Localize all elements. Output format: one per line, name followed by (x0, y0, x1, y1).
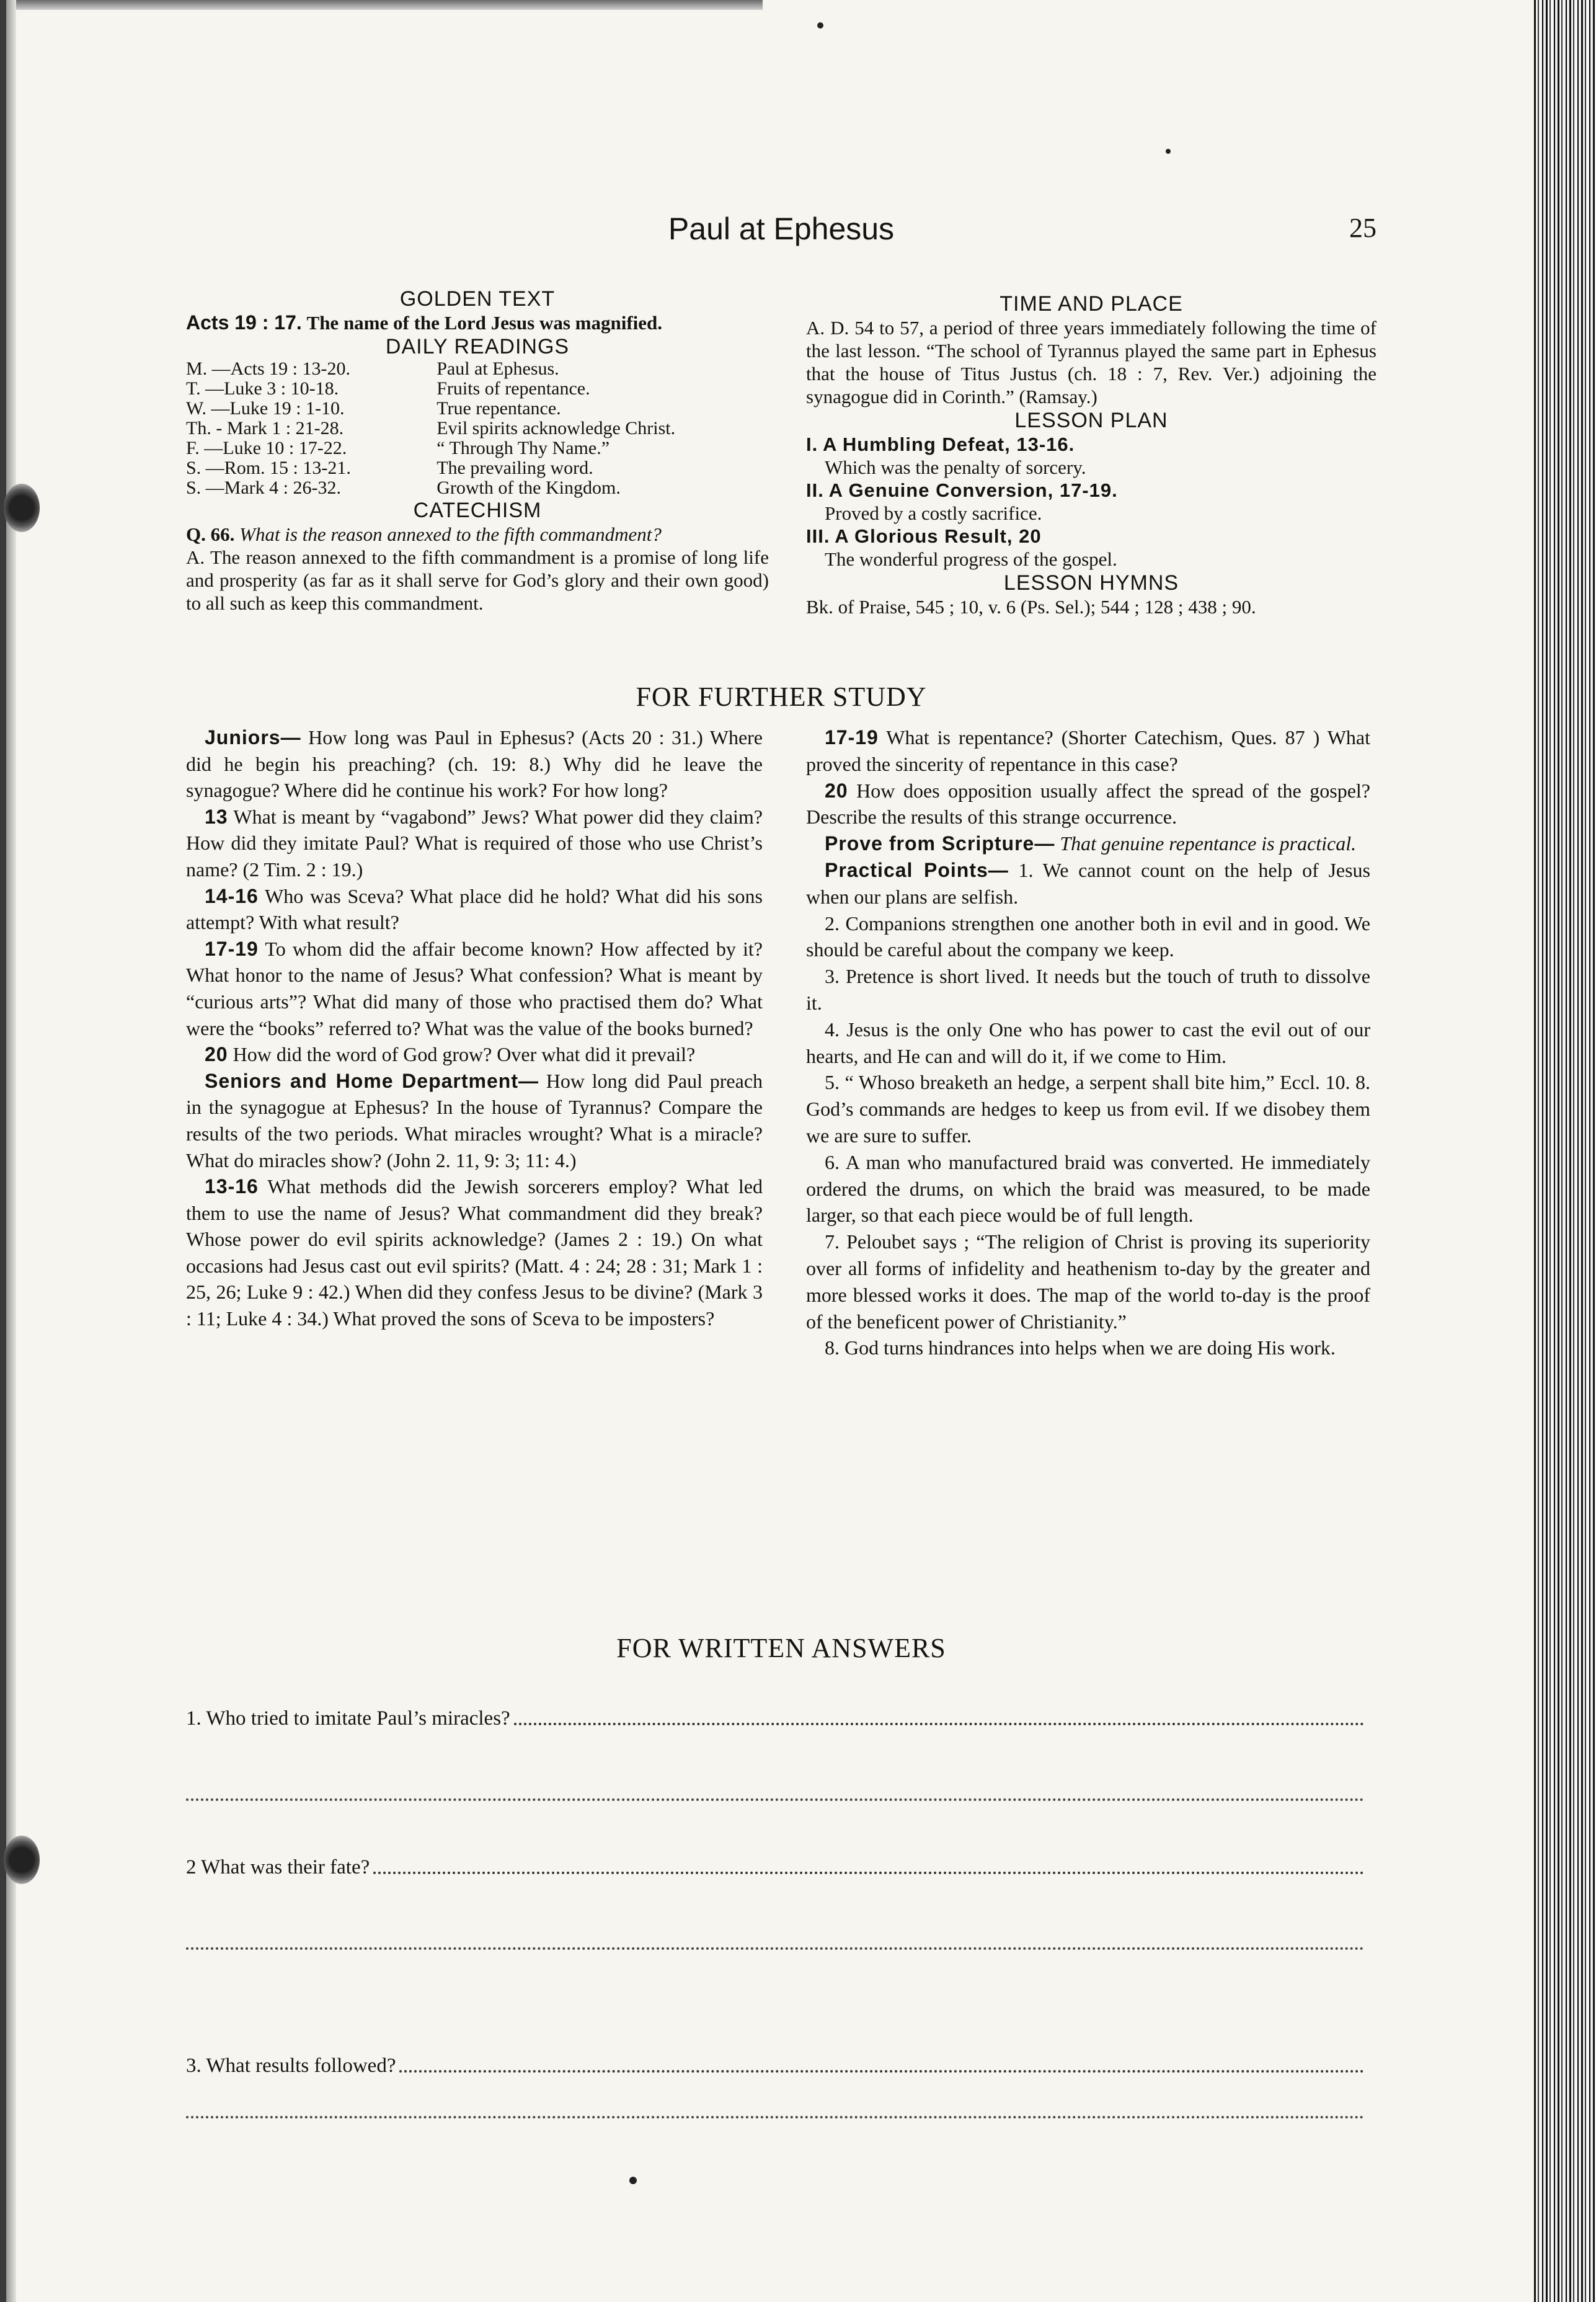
lesson-plan-item (806, 525, 1377, 548)
lesson-info-right-column (806, 291, 1377, 618)
study-paragraph (806, 1149, 1370, 1229)
study-lead: Seniors and Home Department— (205, 1069, 539, 1092)
catechism-q-text: What is the reason annexed to the fifth commandment? (239, 523, 662, 545)
time-place-text: A. D. 54 to 57, a period of three years immediately following the time of the last lesson. “The school of Tyrannus played the same part in Ephesus that the house of Titus Justus (ch. 18 : 7, Rev. Ver.) adjoining the synagogue did in Corinth.” (Ramsay.) (806, 317, 1377, 407)
lesson-plan-item (806, 433, 1377, 456)
plan-num: I. (806, 433, 818, 455)
scan-edge-left-dark (0, 0, 6, 2302)
study-text: How long was Paul in Ephesus? (Acts 20 : 31.) Where did he begin his preaching? (ch. 19: 8.) Why did he leave the synagogue? Where did he continue his work? For how long? (186, 726, 763, 802)
study-lead: 17-19 (825, 726, 879, 749)
plan-sub: The wonderful progress of the gospel. (825, 548, 1117, 570)
study-paragraph (806, 1229, 1370, 1335)
answer-field[interactable] (399, 2070, 1364, 2073)
study-text: How did the word of God grow? Over what did it prevail? (233, 1043, 696, 1066)
reading-row (186, 359, 769, 379)
study-paragraph (186, 804, 763, 883)
reading-row (186, 419, 769, 438)
reading-row (186, 379, 769, 399)
plan-num: III. (806, 525, 830, 547)
study-text: 3. Pretence is short lived. It needs but the touch of truth to dissolve it. (806, 965, 1370, 1014)
running-header (186, 211, 1377, 260)
written-answers-heading: FOR WRITTEN ANSWERS (616, 1633, 946, 1663)
reading-title: The prevailing word. (437, 458, 593, 478)
study-text: 1. We cannot count on the help of Jesus when our plans are selfish. (806, 858, 1371, 908)
study-text: 6. A man who manufactured braid was converted. He immediately ordered the drums, on which the braid was measured, to be made larger, so that each piece would be of full length. (806, 1150, 1370, 1227)
study-lead: 13-16 (205, 1175, 259, 1198)
catechism-question (186, 523, 769, 546)
lesson-plan-item (806, 479, 1377, 502)
reading-row (186, 399, 769, 419)
reading-ref: M. —Acts 19 : 13-20. (186, 358, 350, 379)
lesson-info-left-column (186, 287, 769, 615)
reading-title: Growth of the Kingdom. (437, 478, 621, 498)
time-place-heading: TIME AND PLACE (1000, 292, 1183, 316)
catechism-answer: A. The reason annexed to the fifth commandment is a promise of long life and prosperity (as far as it shall serve for God’s glory and their own good) to all such as keep this commandment. (186, 546, 769, 614)
further-study-left-column (186, 724, 763, 1332)
lesson-hymns-text: Bk. of Praise, 545 ; 10, v. 6 (Ps. Sel.); 544 ; 128 ; 438 ; 90. (806, 596, 1256, 618)
reading-title: True repentance. (437, 398, 561, 419)
plan-title: A Genuine Conversion, 17-19. (828, 479, 1118, 501)
punch-hole-icon (4, 484, 40, 532)
study-paragraph (186, 883, 763, 936)
catechism-heading: CATECHISM (413, 499, 542, 522)
study-paragraph (806, 724, 1370, 778)
study-paragraph (806, 1069, 1370, 1149)
study-paragraph (806, 830, 1370, 857)
reading-row (186, 478, 769, 498)
study-text: 4. Jesus is the only One who has power to cast the evil out of our hearts, and He can and will do it, if we come to Him. (806, 1018, 1370, 1067)
study-text: How does opposition usually affect the spread of the gospel? Describe the results of this strange occurrence. (806, 779, 1370, 829)
page-number: 25 (1349, 213, 1377, 243)
speck (817, 22, 823, 29)
speck (1166, 149, 1171, 154)
speck (629, 2177, 637, 2184)
study-lead: Practical Points— (825, 858, 1009, 881)
study-paragraph (806, 1016, 1370, 1070)
plan-title: A Glorious Result, 20 (835, 525, 1042, 547)
study-text: 7. Peloubet says ; “The religion of Christ is proving its superiority over all forms of infidelity and heathenism to-day by the greater and more blessed works it does. The map of the world to-day is the proof of the beneficent power of Christianity.” (806, 1230, 1370, 1333)
question-text: 3. What results followed? (186, 2055, 396, 2077)
reading-ref: F. —Luke 10 : 17-22. (186, 438, 347, 458)
plan-num: II. (806, 479, 824, 501)
study-text: How long did Paul preach in the synagogue at Ephesus? In the house of Tyrannus? Compare the results of the two periods. What miracles wrought? What is a miracle? What do miracles show? (John 2. 11, 9: 3; 11: 4.) (186, 1069, 763, 1171)
catechism-q-label: Q. 66. (186, 523, 235, 545)
study-paragraph (806, 963, 1370, 1016)
study-paragraph (806, 778, 1370, 831)
reading-ref: S. —Rom. 15 : 13-21. (186, 458, 351, 478)
lesson-plan-heading: LESSON PLAN (1014, 409, 1168, 432)
study-lead: 20 (825, 779, 848, 802)
reading-row (186, 438, 769, 458)
study-paragraph (186, 1041, 763, 1068)
running-title: Paul at Ephesus (668, 211, 895, 246)
study-paragraph (186, 724, 763, 804)
golden-text-body: The name of the Lord Jesus was magnified. (306, 312, 663, 334)
answer-field[interactable] (373, 1872, 1364, 1874)
study-text: Who was Sceva? What place did he hold? What did his sons attempt? With what result? (186, 884, 763, 934)
study-text: To whom did the affair become known? How affected by it? What honor to the name of Jesus? What confession? What is meant by “curious arts”? What did many of those who practised them do? What were the “books” referred to? What was the value of the books burned? (186, 937, 763, 1039)
plan-sub: Which was the penalty of sorcery. (825, 456, 1086, 478)
study-paragraph (186, 1173, 763, 1332)
study-text: That genuine repentance is practical. (1060, 832, 1357, 855)
study-lead: 20 (205, 1043, 228, 1066)
study-text: What is meant by “vagabond” Jews? What power did they claim? How did they imitate Paul? What is required of those who use Christ’s name? (2 Tim. 2 : 19.) (186, 805, 763, 881)
study-lead: 14-16 (205, 884, 259, 907)
study-paragraph (186, 936, 763, 1041)
study-lead: 13 (205, 805, 228, 828)
study-paragraph (806, 857, 1370, 910)
golden-text (186, 311, 769, 334)
reading-ref: S. —Mark 4 : 26-32. (186, 478, 341, 498)
plan-title: A Humbling Defeat, 13-16. (822, 433, 1075, 455)
study-lead: 17-19 (205, 937, 259, 960)
answer-field[interactable] (186, 1798, 1364, 1801)
study-text: 5. “ Whoso breaketh an hedge, a serpent shall bite him,” Eccl. 10. 8. God’s commands are hedges to keep us from evil. If we disobey them we are sure to suffer. (806, 1071, 1370, 1147)
reading-row (186, 458, 769, 478)
question-text: 1. Who tried to imitate Paul’s miracles? (186, 1707, 510, 1730)
further-study-heading: FOR FURTHER STUDY (636, 682, 927, 712)
golden-text-heading: GOLDEN TEXT (399, 287, 556, 311)
reading-ref: Th. - Mark 1 : 21-28. (186, 418, 344, 438)
study-paragraph (186, 1068, 763, 1173)
written-question-2 (186, 1848, 1364, 1879)
plan-sub: Proved by a costly sacrifice. (825, 502, 1042, 524)
golden-text-ref: Acts 19 : 17. (186, 311, 302, 334)
further-study-right-column (806, 724, 1370, 1361)
reading-title: Evil spirits acknowledge Christ. (437, 418, 676, 438)
study-text: 8. God turns hindrances into helps when we are doing His work. (825, 1336, 1336, 1359)
reading-title: Paul at Ephesus. (437, 358, 559, 379)
answer-field[interactable] (186, 2116, 1364, 2118)
reading-ref: W. —Luke 19 : 1-10. (186, 398, 345, 419)
study-lead: Juniors— (205, 726, 301, 749)
daily-readings-heading: DAILY READINGS (385, 335, 570, 358)
study-text: What is repentance? (Shorter Catechism, Ques. 87 ) What proved the sincerity of repentance in this case? (806, 726, 1371, 775)
question-text: 2 What was their fate? (186, 1856, 370, 1878)
daily-readings-table (186, 359, 769, 498)
written-question-1 (186, 1699, 1364, 1730)
study-lead: Prove from Scripture— (825, 832, 1055, 855)
reading-ref: T. —Luke 3 : 10-18. (186, 378, 339, 399)
scan-edge-top (0, 0, 763, 10)
answer-field[interactable] (514, 1723, 1364, 1725)
study-paragraph (806, 910, 1370, 964)
study-paragraph (806, 1335, 1370, 1361)
punch-hole-icon (4, 1836, 40, 1884)
lesson-hymns-heading: LESSON HYMNS (1003, 571, 1179, 595)
written-question-3 (186, 1947, 1364, 2078)
study-text: 2. Companions strengthen one another both in evil and in good. We should be careful about the company we keep. (806, 912, 1370, 961)
binding-edge (1534, 0, 1596, 2302)
study-text: What methods did the Jewish sorcerers employ? What led them to use the name of Jesus? What commandment did they break? Whose power do evil spirits acknowledge? (James 2 : 19.) On what occasions had Jesus cast out evil spirits? (Matt. 4 : 24; 28 : 31; Mark 1 : 25, 26; Luke 9 : 42.) When did they confess Jesus to be divine? (Mark 3 : 11; Luke 4 : 34.) What proved the sons of Sceva to be imposters? (186, 1175, 763, 1330)
reading-title: Fruits of repentance. (437, 378, 590, 399)
reading-title: “ Through Thy Name.” (437, 438, 610, 458)
